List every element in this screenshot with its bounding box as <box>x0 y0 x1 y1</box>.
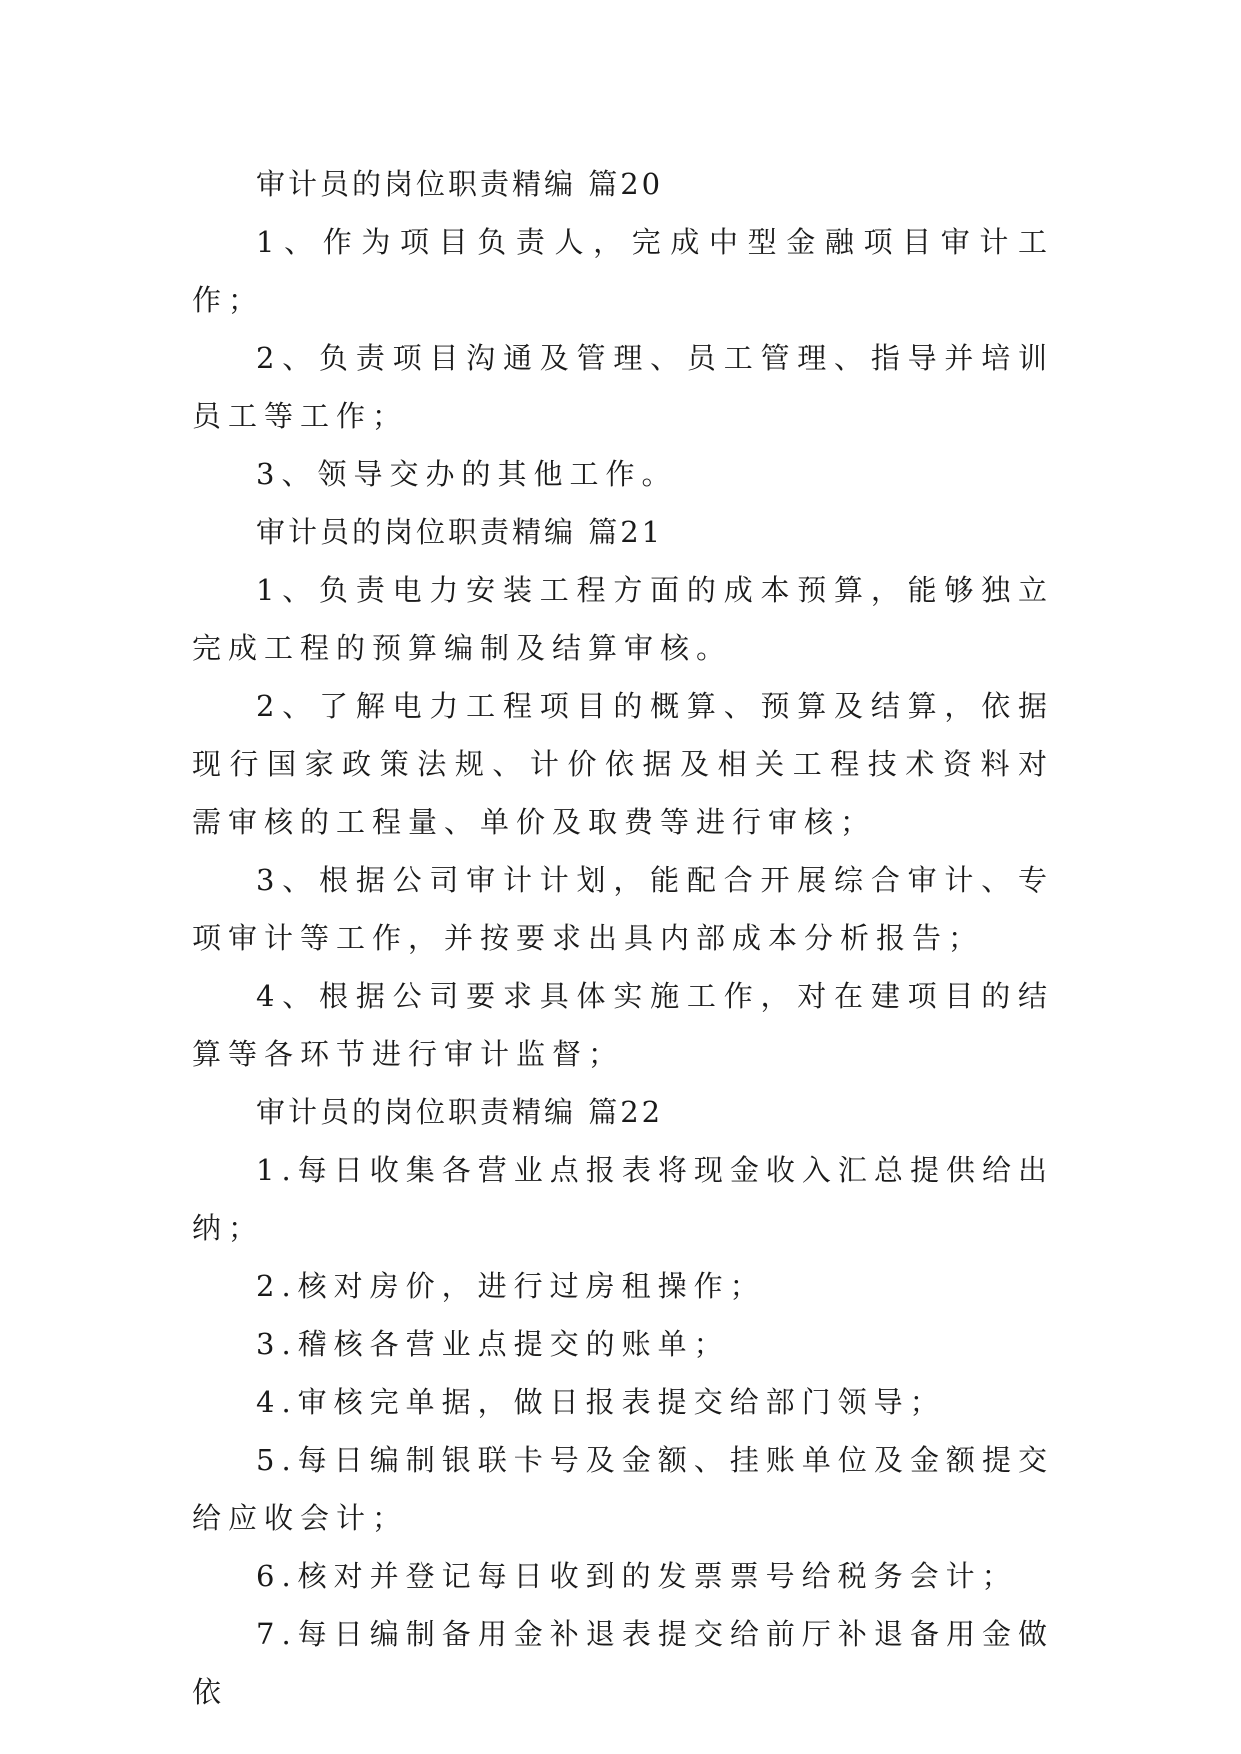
section-heading: 审计员的岗位职责精编 篇21 <box>256 515 664 549</box>
list-item: 7.每日编制备用金补退表提交给前厅补退备用金做依 <box>192 1617 1054 1709</box>
section-heading: 审计员的岗位职责精编 篇20 <box>256 167 664 201</box>
list-item: 2、了解电力工程项目的概算、预算及结算，依据现行国家政策法规、计价依据及相关工程技术资料对需审核的工程量、单价及取费等进行审核； <box>192 689 1054 839</box>
list-item: 2.核对房价，进行过房租操作； <box>256 1269 766 1303</box>
list-item: 3.稽核各营业点提交的账单； <box>256 1327 730 1361</box>
list-item: 4、根据公司要求具体实施工作，对在建项目的结算等各环节进行审计监督； <box>192 979 1054 1071</box>
list-item: 1、负责电力安装工程方面的成本预算，能够独立完成工程的预算编制及结算审核。 <box>192 573 1054 665</box>
list-item: 6.核对并登记每日收到的发票票号给税务会计； <box>256 1559 1018 1593</box>
list-item: 4.审核完单据，做日报表提交给部门领导； <box>256 1385 946 1419</box>
list-item: 3、领导交办的其他工作。 <box>256 457 678 491</box>
list-item: 1.每日收集各营业点报表将现金收入汇总提供给出纳； <box>192 1153 1054 1245</box>
list-item: 5.每日编制银联卡号及金额、挂账单位及金额提交给应收会计； <box>192 1443 1054 1535</box>
list-item: 1、作为项目负责人，完成中型金融项目审计工作； <box>192 225 1054 317</box>
document-page <box>192 155 1054 1721</box>
section-heading: 审计员的岗位职责精编 篇22 <box>256 1095 664 1129</box>
list-item: 2、负责项目沟通及管理、员工管理、指导并培训员工等工作； <box>192 341 1054 433</box>
list-item: 3、根据公司审计计划，能配合开展综合审计、专项审计等工作，并按要求出具内部成本分析报告； <box>192 863 1054 955</box>
